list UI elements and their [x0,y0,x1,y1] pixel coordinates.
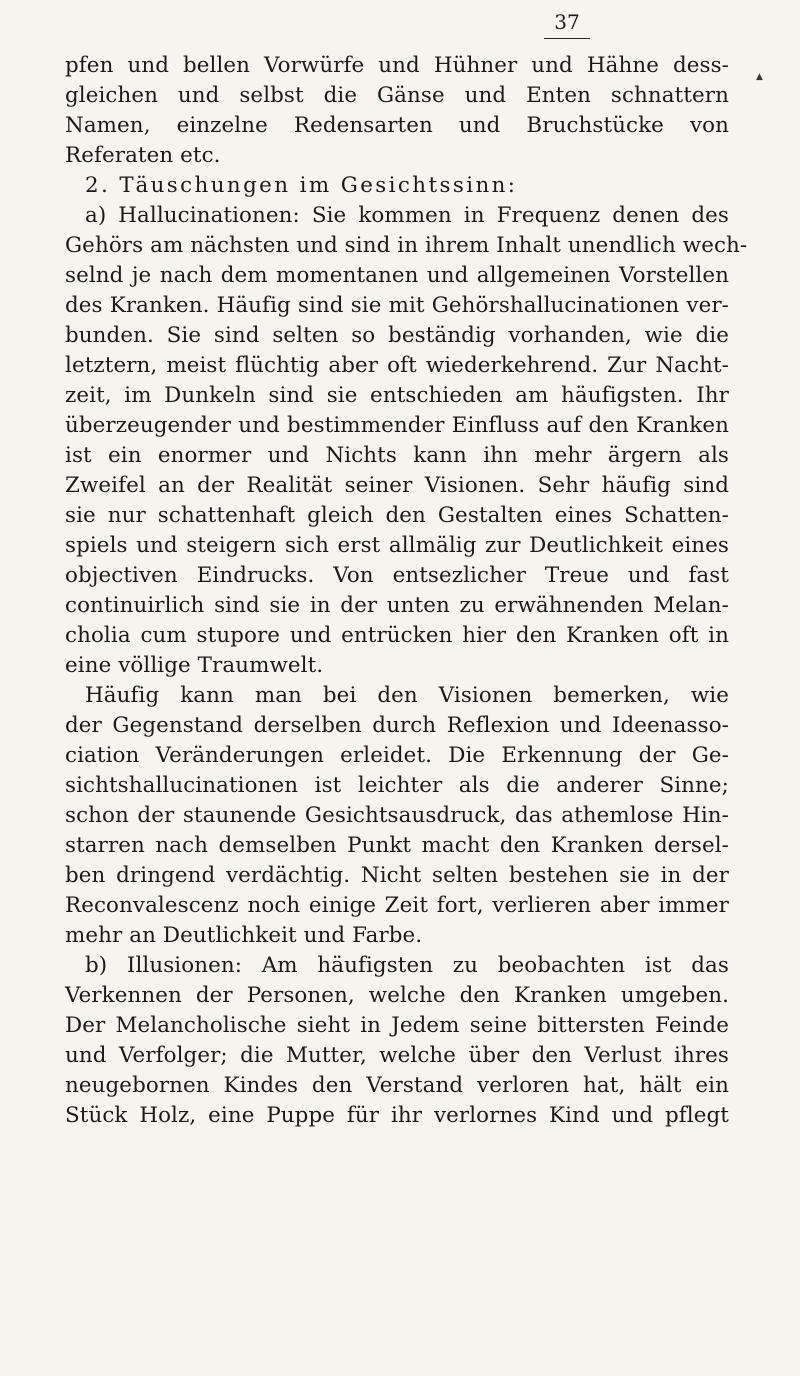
text-line: bunden. Sie sind selten so beständig vorhanden, wie die [65,323,729,348]
text-line: der Gegenstand derselben durch Reflexion und Ideenasso- [65,713,729,738]
text-line: Gehörs am nächsten und sind in ihrem Inhalt unendlich wech- [65,233,748,258]
text-line: continuirlich sind sie in der unten zu erwähnenden Melan- [65,593,729,618]
text-line: Referaten etc. [65,143,221,168]
text-line: letztern, meist flüchtig aber oft wiederkehrend. Zur Nacht- [65,353,729,378]
text-line: Der Melancholische sieht in Jedem seine bittersten Feinde [65,1013,729,1038]
text-line: ben dringend verdächtig. Nicht selten bestehen sie in der [65,863,729,888]
text-line: selnd je nach dem momentanen und allgemeinen Vorstellen [65,263,729,288]
text-line: neugebornen Kindes den Verstand verloren hat, hält ein [65,1073,729,1098]
text-line: ciation Veränderungen erleidet. Die Erkennung der Ge- [65,743,729,768]
text-line: schon der staunende Gesichtsausdruck, das athemlose Hin- [65,803,729,828]
text-line: Reconvalescenz noch einige Zeit fort, verlieren aber immer [65,893,729,918]
text-line: Stück Holz, eine Puppe für ihr verlornes Kind und pflegt [65,1103,729,1128]
text-line: a) Hallucinationen: Sie kommen in Frequenz denen des [85,203,729,228]
text-line: Namen, einzelne Redensarten und Bruchstücke von [65,113,729,138]
text-line: Zweifel an der Realität seiner Visionen. Sehr häufig sind [65,473,729,498]
text-line: sichtshallucinationen ist leichter als die anderer Sinne; [65,773,729,798]
text-line: cholia cum stupore und entrücken hier den Kranken oft in [65,623,729,648]
text-line: mehr an Deutlichkeit und Farbe. [65,923,423,948]
text-line: ist ein enormer und Nichts kann ihn mehr ärgern als [65,443,729,468]
text-line: starren nach demselben Punkt macht den Kranken dersel- [65,833,729,858]
section-heading: 2. Täuschungen im Gesichtssinn: [85,173,518,198]
print-mark-icon: ▲ [756,72,763,82]
body-text [65,51,748,1131]
text-line: objectiven Eindrucks. Von entsezlicher Treue und fast [65,563,729,588]
page-number: 37 [544,8,590,39]
text-line: des Kranken. Häufig sind sie mit Gehörshallucinationen ver- [65,293,729,318]
text-line: sie nur schattenhaft gleich den Gestalten eines Schatten- [65,503,729,528]
text-line: pfen und bellen Vorwürfe und Hühner und Hähne dess- [65,53,729,78]
text-line: spiels und steigern sich erst allmälig zur Deutlichkeit eines [65,533,729,558]
text-line: zeit, im Dunkeln sind sie entschieden am häufigsten. Ihr [65,383,729,408]
text-line: b) Illusionen: Am häufigsten zu beobachten ist das [85,953,729,978]
text-line: Verkennen der Personen, welche den Kranken umgeben. [65,983,729,1008]
text-line: eine völlige Traumwelt. [65,653,324,678]
text-line: und Verfolger; die Mutter, welche über den Verlust ihres [65,1043,729,1068]
text-line: gleichen und selbst die Gänse und Enten schnattern [65,83,729,108]
text-line: Häufig kann man bei den Visionen bemerken, wie [85,683,729,708]
text-line: überzeugender und bestimmender Einfluss auf den Kranken [65,413,729,438]
